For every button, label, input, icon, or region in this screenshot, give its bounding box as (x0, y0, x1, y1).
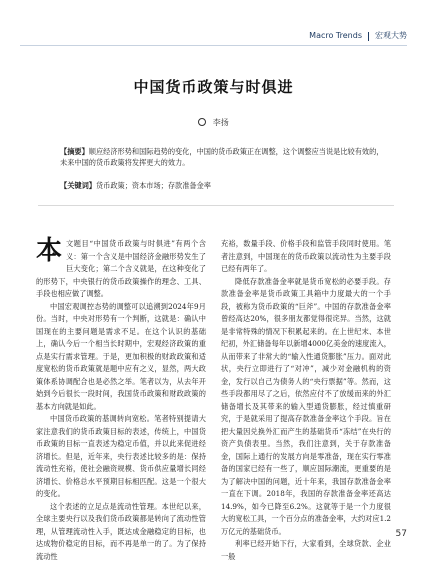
body-column-right (221, 238, 391, 563)
body-paragraph: 利率已经开始下行，大家看到，全球贷款、企业一般 (221, 538, 391, 563)
author-line (0, 118, 427, 128)
body-paragraph: 中国货币政策的基调转向宽松。笔者特别提请大家注意我们的货币政策目标的表述，传统上，中国货币政策的目标一直表述为稳定币值，并以此来促进经济增长。但是，近年来，央行表述比较多的是：保持流动性充裕，使社会融资规模、货币供应量增长同经济增长、价格总水平预期目标相匹配。这是一个很大的变化。 (36, 413, 206, 501)
drop-cap: 本 (36, 238, 62, 264)
body-paragraph: 文题目“中国货币政策与时俱进”有两个含义：第一个含义是中国经济金融形势发生了巨大变化；第二个含义就是，在这种变化了的形势下，中央银行的货币政策操作的理念、工具、手段也相应做了调整。 (36, 238, 206, 301)
abstract (60, 146, 390, 168)
body-column-left (36, 238, 206, 563)
section-tag (309, 31, 407, 41)
header-rule (20, 45, 407, 46)
section-divider-line (38, 205, 394, 206)
body-paragraph: 降低存款准备金率就是货币宽松的必要手段。存款准备金率是货币政策工具箱中力度最大的一个手段，被称为货币政策的“巨斧”。中国的存款准备金率曾经高达20%，很多朋友都觉得很诧异。当然，这就是非常特殊的情况下积累起来的。在上世纪末、本世纪初，外汇储备每年以新增4000亿美金的速度流入，从而带来了非常大的“输入性通货膨胀”压力。面对此状，央行立即进行了“对冲”，减少对金融机构的资金，发行以自己为债务人的“央行票据”等。然而，这些手段都用尽了之后，依然应付不了放缓而来的外汇储备增长及其带来的输入型通货膨胀，经过慎重研究，于是就采用了提高存款准备金率这个手段。旨在把大量因兑换外汇而产生的基础货币“冻结”在央行的资产负债表里。当然，我们注意到，关于存款准备金，国际上通行的发展方向是零准备，现在实行零准备的国家已经有一些了，顺应国际潮流，更重要的是为了解决中国的问题，近十年来，我国存款准备金率一直在下调。2018年，我国的存款准备金率还高达14.9%，如今已降至6.2%。这就等于是一个力度很大的宽松工具，一个百分点的准备金率，大约对应1.2万亿元的基础货币。 (221, 276, 391, 539)
section-name-cn: 宏观大势 (375, 31, 407, 41)
author-mark-icon (198, 118, 206, 126)
body-paragraph: 中国宏观调控态势的调整可以追溯到2024年9月份。当时，中央对形势有一个判断，这就是：确认中国现在的主要问题是需求不足。在这个认识的基础上，确认今后一个相当长时期中，宏观经济政策的重点是实行需求管理。于是，更加积极的财政政策和适度宽松的货币政策就是题中应有之义，显然，两大政策体系协调配合也是必然之举。笔者以为，从去年开始到今后很长一段时间，我国货币政策和财政政策的基本方向就是如此。 (36, 301, 206, 414)
author-name: 李扬 (213, 118, 229, 127)
body-paragraph: 充裕，数量手段、价格手段和监管手段同时使用。笔者注意到，中国现在的货币政策以流动性为主要手段已经有两年了。 (221, 238, 391, 276)
section-name-en: Macro Trends (309, 31, 362, 41)
keywords-label: 【关键词】 (60, 181, 96, 190)
page-number: 57 (396, 529, 407, 540)
article-title: 中国货币政策与时俱进 (0, 78, 427, 96)
keywords (60, 180, 380, 191)
keywords-text: 货币政策；资本市场；存款准备金率 (96, 181, 211, 190)
body-paragraph: 这个表述的立足点是流动性管理。本世纪以来，全球主要央行以及我们货币政策都是转向了流动性管理，从管理流动性入手，既达成金融稳定的目标，也达成物价稳定的目标，而不再是单一的了。为了保持流动性 (36, 501, 206, 563)
abstract-label: 【摘要】 (60, 147, 89, 156)
abstract-text: 顺应经济形势和国际趋势的变化，中国的货币政策正在调整，这个调整应当说是比较有效的，未来中国的货币政策将发挥更大的效力。 (60, 147, 383, 167)
section-divider (368, 32, 369, 41)
page-header (0, 0, 427, 58)
